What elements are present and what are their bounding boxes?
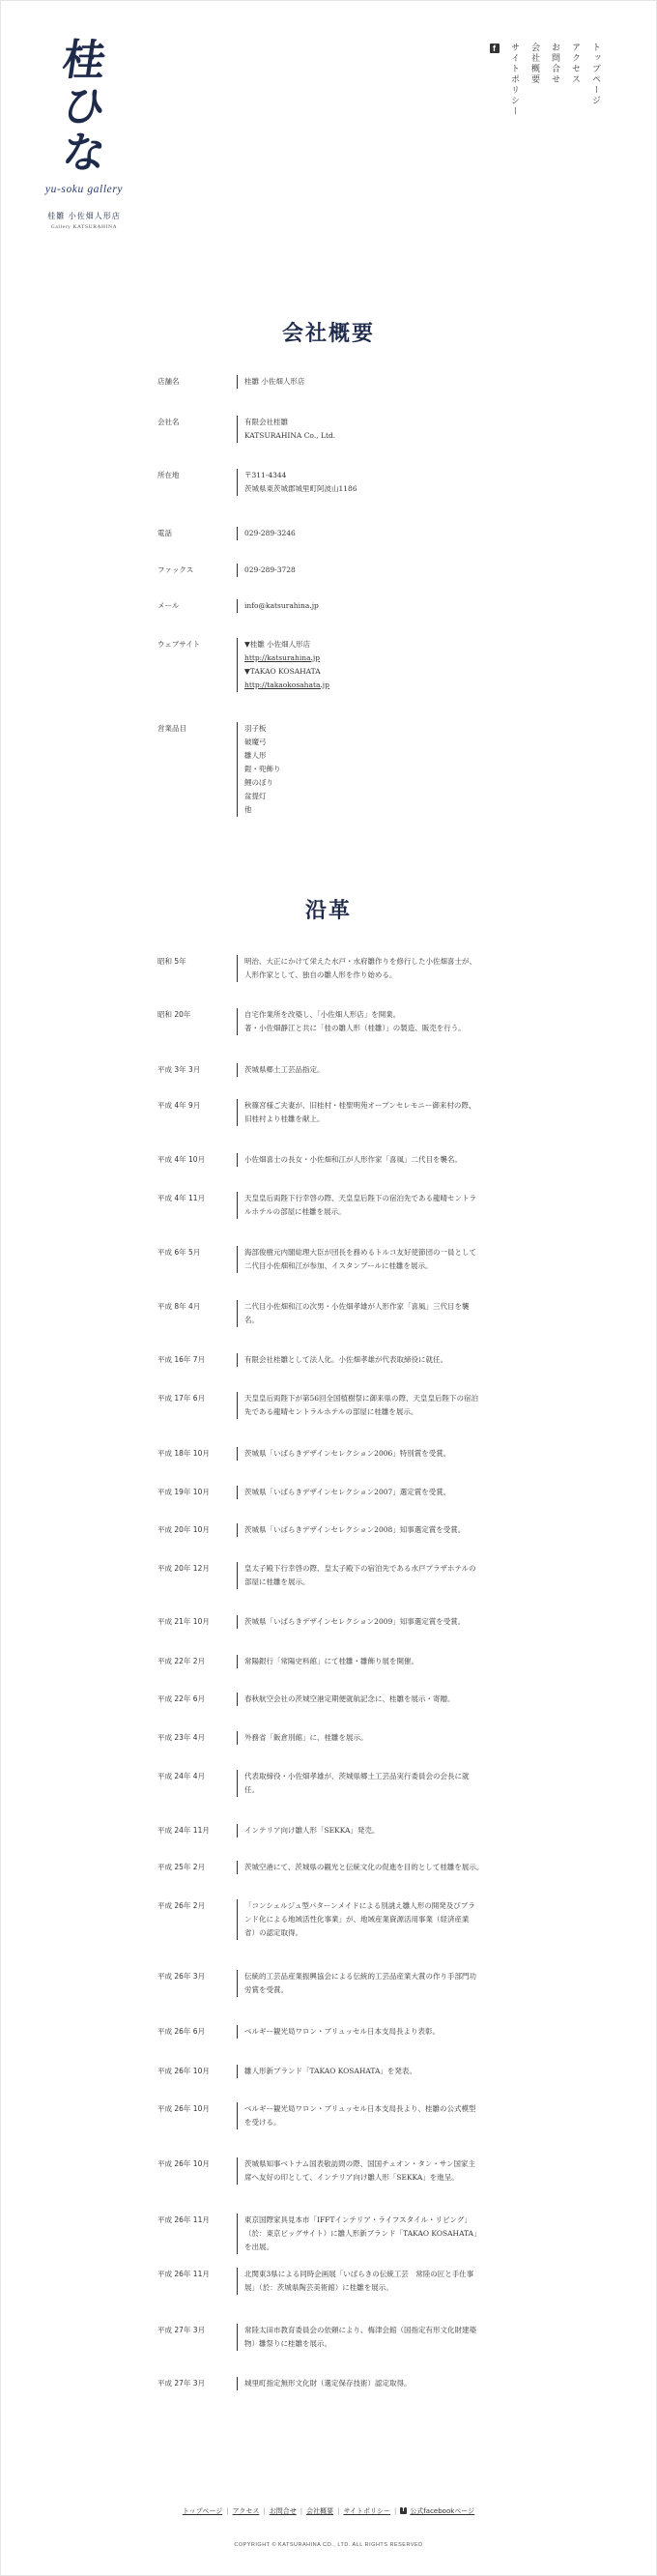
row-value-line: 自宅作業所を改築し、「小佐畑人形店」を開業。 [244,1010,401,1019]
brand-logo[interactable] [31,36,137,232]
row-label: 平成 26年 6月 [157,2027,206,2036]
table-row [157,1562,505,1589]
logo-calligraphy [31,36,137,178]
row-value-line: 東京国際家具見本市「IFFTインテリア・ライフスタイル・リビング」 [244,2215,471,2224]
row-value [237,2102,505,2129]
table-row [157,2377,505,2390]
row-value [237,1008,505,1035]
row-value-line: 天皇皇后両陛下が第56回全国植樹祭に御来県の際、天皇皇后陛下の宿泊 [244,1394,479,1403]
row-value-line: 外務省「飯倉別館」に、桂雛を展示。 [244,1733,368,1742]
row-label: 所在地 [157,471,180,479]
row-value-line: ▼TAKAO KOSAHATA [244,667,321,676]
website-link[interactable]: http://takaokosahata.jp [244,680,329,689]
row-value [237,2157,505,2185]
row-value-line: 茨城県「いばらきデザインセレクション2008」知事選定賞を受賞。 [244,1525,466,1534]
table-row [157,1615,505,1629]
row-value-line: 雛人形 [244,751,267,760]
row-label: 平成 16年 7月 [157,1355,206,1364]
logo-shop-name: 桂雛 小佐畑人形店 [47,211,121,220]
row-value-line: 他 [244,805,252,814]
row-label: 平成 22年 6月 [157,1694,206,1703]
row-value-line: 海部俊樹元内閣総理大臣が団長を務めるトルコ友好使節団の一員として [244,1248,476,1257]
row-value [237,1770,505,1797]
row-value [237,1731,505,1745]
table-row [157,469,505,496]
row-label: ウェブサイト [157,640,201,649]
row-label: 平成 23年 4月 [157,1733,206,1742]
table-row [157,2102,505,2129]
row-value [237,638,505,692]
row-value [237,375,505,389]
row-label: 電話 [157,529,172,537]
row-value [237,599,505,613]
row-value [237,1615,505,1629]
row-value-line: 有限会社桂雛として法人化。小佐畑孝雄が代表取締役に就任。 [244,1355,447,1364]
row-value-line: ベルギー観光局ワロン・ブリュッセル日本支局長より表彰。 [244,2027,440,2036]
row-label: 昭和 5年 [157,957,186,966]
row-value [237,1192,505,1219]
row-value-line: 茨城県「いばらきデザインセレクション2009」知事選定賞を受賞。 [244,1617,466,1626]
row-value [237,416,505,443]
row-value-line: 任。 [244,1785,259,1794]
row-value-line: 明治、大正にかけて栄えた水戸・水府雛作りを修行した小佐畑喜士が、 [244,957,476,966]
row-value-line: 鎧・兜飾り [244,765,281,773]
row-value-line: 茨城県「いばらきデザインセレクション2007」選定賞を受賞。 [244,1488,451,1496]
table-row [157,2214,505,2254]
row-value-line: を受ける。 [244,2118,281,2127]
footer-link-facebook[interactable]: 公式facebookページ [410,2507,475,2515]
row-value-line: 労賞を受賞。 [244,1985,288,1994]
nav-contact[interactable]: お問合せ [550,43,559,85]
table-row [157,416,505,443]
row-value [237,2065,505,2078]
table-row [157,1353,505,1367]
footer-separator: | [226,2507,229,2515]
row-value [237,1824,505,1838]
row-value-line: 皇太子殿下行幸啓の際、皇太子殿下の宿泊先である水戸プラザホテルの [244,1564,476,1573]
row-value-line: 著・小佐畑静江と共に「桂の雛人形（桂雛）」の製造、販売を行う。 [244,1024,466,1032]
row-value [237,1899,505,1940]
row-label: 営業品目 [157,724,186,733]
row-value [237,2025,505,2039]
row-label: 平成 8年 4月 [157,1302,201,1311]
row-value-line: 有限会社桂雛 [244,418,288,426]
row-label: 平成 3年 3月 [157,1065,201,1074]
row-label: 平成 4年 11月 [157,1194,206,1202]
table-row [157,1300,505,1327]
row-value-line: 旧桂村より桂雛を献上。 [244,1114,325,1123]
row-value-line: 茨城県東茨城郡城里町阿波山1186 [244,484,357,493]
row-value-line: 二代目小佐畑和江の次男・小佐畑孝雄が人形作家「喜風」三代目を襲 [244,1302,470,1311]
table-row [157,1153,505,1167]
row-value-line: 伝統的工芸品産業振興協会による伝統的工芸品産業大賞の作り手部門功 [244,1972,476,1981]
table-row [157,1824,505,1838]
row-value-line: 茨城空港にて、茨城県の観光と伝統文化の促進を目的として桂雛を展示。 [244,1863,484,1871]
row-label: 平成 26年 2月 [157,1901,206,1910]
row-value-line: 名。 [244,1316,259,1324]
footer-separator: | [393,2507,397,2515]
row-label: 会社名 [157,418,180,426]
row-value [237,1970,505,1997]
row-value [237,469,505,496]
row-label: 平成 26年 10月 [157,2104,210,2113]
table-row [157,955,505,982]
table-row [157,1770,505,1797]
table-row [157,1008,505,1035]
row-value [237,1392,505,1419]
row-value-line: 北関東3県による同時企画展「いばらきの伝統工芸 常陸の匠と手仕事 [244,2270,474,2278]
row-label: 平成 26年 11月 [157,2270,210,2278]
footer-separator: | [300,2507,303,2515]
table-row [157,1063,505,1077]
vertical-nav [490,43,601,117]
row-value [237,2268,505,2295]
row-label: 平成 20年 12月 [157,1564,210,1573]
table-row [157,1523,505,1537]
row-label: メール [157,601,180,610]
row-value-line: 人形作家として、独自の雛人形を作り始める。 [244,970,397,979]
row-label: 平成 26年 3月 [157,1972,206,1981]
facebook-icon[interactable] [490,43,500,53]
nav-top[interactable]: トップページ [590,43,600,106]
table-row [157,1731,505,1745]
row-value-line: 茨城県郷土工芸品指定。 [244,1065,325,1074]
row-value [237,1246,505,1273]
row-label: 平成 6年 5月 [157,1248,201,1257]
row-value-line: 茨城県「いばらきデザインセレクション2006」特別賞を受賞。 [244,1449,451,1458]
row-value [237,1655,505,1668]
row-value-line: 二代目小佐畑和江が参加、イスタンブールに桂雛を展示。 [244,1261,433,1270]
history-title: 沿革 [304,898,352,923]
row-label: 平成 26年 10月 [157,2067,210,2075]
row-value-line: 羽子板 [244,724,267,733]
row-value-line: ベルギー観光局ワロン・ブリュッセル日本支局長より、桂雛の公式模型 [244,2104,476,2113]
row-value [237,527,505,540]
row-value-line: 代表取締役・小佐畑孝雄が、茨城県郷土工芸品実行委員会の会長に就 [244,1772,470,1780]
footer-nav [0,2506,657,2517]
row-label: ファックス [157,565,194,574]
row-label: 平成 20年 10月 [157,1525,210,1534]
row-value-line: ▼桂雛 小佐畑人形店 [244,640,311,649]
table-row [157,375,505,389]
row-value [237,1447,505,1461]
table-row [157,1099,505,1126]
row-value-line: ルホテルの部屋に桂雛を展示。 [244,1207,346,1216]
row-value-line: 春秋航空会社の茨城空港定期便就航記念に、桂雛を展示・寄贈。 [244,1694,455,1703]
row-value [237,1523,505,1537]
row-value [237,1693,505,1706]
table-row [157,1246,505,1273]
row-value [237,1562,505,1589]
row-value [237,1300,505,1327]
row-label: 平成 17年 6月 [157,1394,206,1403]
row-value-line: 常陸太田市教育委員会の依頼により、梅津会館（国指定有形文化財建築 [244,2326,476,2334]
row-value-line: ンド化による地域活性化事業」が、地域産業資源活用事業（経済産業 [244,1915,470,1924]
row-value-line: 桂雛 小佐畑人形店 [244,377,305,386]
logo-roman-text: yu-soku gallery [44,184,124,195]
row-value-line: 029-289-3246 [244,529,296,537]
table-row [157,2268,505,2295]
row-value-line: 常陽銀行「常陽史料館」にて桂雛・雛飾り展を開催。 [244,1657,418,1665]
footer-link-contact[interactable]: お問合せ [269,2507,297,2515]
footer-separator: | [263,2507,266,2515]
row-value-line: 物）雛祭りに桂雛を展示。 [244,2339,331,2348]
table-row [157,638,505,692]
row-label: 平成 4年 9月 [157,1101,201,1110]
table-row [157,1655,505,1668]
nav-access[interactable]: アクセス [570,43,580,85]
row-value [237,1861,505,1874]
company-title: 会社概要 [281,321,375,346]
row-value-line: 029-289-3728 [244,565,296,574]
row-label: 平成 18年 10月 [157,1449,210,1458]
logo-glyph: 桂 [59,36,109,85]
row-value-line: インテリア向け雛人形「SEKKA」発売。 [244,1826,380,1835]
row-label: 平成 21年 10月 [157,1617,210,1626]
row-value [237,1153,505,1167]
row-value-line: 雛人形新ブランド「TAKAO KOSAHATA」を発表。 [244,2067,416,2075]
row-value [237,2324,505,2351]
row-label: 平成 19年 10月 [157,1488,210,1496]
row-label: 平成 27年 3月 [157,2379,206,2388]
row-label: 平成 24年 4月 [157,1772,206,1780]
table-row [157,1392,505,1419]
row-value [237,2214,505,2254]
row-value-line: 先である龍晴セントラルホテルの部屋に桂雛を展示。 [244,1407,418,1416]
footer-link-access[interactable]: アクセス [232,2507,260,2515]
row-value-line: （於：東京ビッグサイト）に雛人形新ブランド「TAKAO KOSAHATA」 [244,2229,481,2238]
row-value-line: 「コンシェルジュ型パターンメイドによる別誂え雛人形の開発及びブラ [244,1901,475,1910]
logo-gallery-name: Gallery KATSURAHINA [50,224,118,231]
row-value-line: 城里町指定無形文化財（選定保存技術）認定取得。 [244,2379,412,2388]
table-row [157,2065,505,2078]
nav-company[interactable]: 会社概要 [529,43,539,85]
footer-separator: | [337,2507,340,2515]
facebook-icon[interactable] [400,2507,407,2514]
row-value-line: 部屋に桂雛を展示。 [244,1577,310,1586]
row-label: 平成 26年 11月 [157,2215,210,2224]
row-value [237,1099,505,1126]
row-value-line: 天皇皇后両陛下行幸啓の際、天皇皇后陛下の宿泊先である龍晴セントラ [244,1194,476,1202]
row-value [237,1486,505,1499]
row-value-line: 席へ友好の印として、インテリア向け雛人形「SEKKA」を進呈。 [244,2173,459,2182]
row-label: 店舗名 [157,377,180,386]
row-value-line: 展」（於：茨城県陶芸美術館）に桂雛を展示。 [244,2283,393,2292]
row-label: 昭和 20年 [157,1010,191,1019]
row-label: 平成 27年 3月 [157,2326,206,2334]
table-row [157,599,505,613]
row-value [237,2377,505,2390]
row-value-line: 〒311-4344 [244,471,287,479]
table-row [157,2157,505,2185]
table-row [157,564,505,577]
row-value-line: 盆提灯 [244,792,267,800]
row-value [237,1063,505,1077]
table-row [157,1970,505,1997]
table-row [157,722,505,817]
footer-link-company[interactable]: 会社概要 [306,2507,334,2515]
row-value-line: KATSURAHINA Co., Ltd. [244,431,336,440]
logo-glyph: ひ [59,82,109,131]
table-row [157,1899,505,1940]
row-label: 平成 26年 10月 [157,2159,210,2168]
row-value [237,955,505,982]
row-value [237,564,505,577]
row-value-line: を出展。 [244,2243,273,2251]
row-value-line: 秋篠宮様ご夫妻が、旧桂村・桂聖明苑オープンセレモニー御来村の際、 [244,1101,476,1110]
copyright: COPYRIGHT © KATSURAHINA CO., LTD. ALL RIGHTS RESERVED [234,2542,423,2548]
row-value-line: 鯉のぼり [244,778,273,787]
row-value-line: 茨城県知事ベトナム国表敬訪問の際、国国チュオン・タン・サン国家主 [244,2159,476,2168]
table-row [157,527,505,540]
table-row [157,1447,505,1461]
footer-link-site-policy[interactable]: サイトポリシー [343,2507,390,2515]
row-label: 平成 24年 11月 [157,1826,210,1835]
row-label: 平成 22年 2月 [157,1657,206,1665]
row-value-line: 小佐畑喜士の長女・小佐畑和江が人形作家「喜風」二代目を襲名。 [244,1155,462,1164]
row-value-line: info@katsurahina.jp [244,601,319,610]
table-row [157,1192,505,1219]
table-row [157,2025,505,2039]
table-row [157,2324,505,2351]
row-value-line: 破魔弓 [244,738,267,746]
logo-glyph: な [59,129,109,178]
row-value-line: 省）の認定取得。 [244,1928,302,1937]
nav-site-policy[interactable]: サイトポリシー [509,43,519,117]
footer-link-top[interactable]: トップページ [182,2507,223,2515]
row-value [237,722,505,817]
row-value [237,1353,505,1367]
table-row [157,1486,505,1499]
website-link[interactable]: http://katsurahina.jp [244,653,321,662]
row-label: 平成 4年 10月 [157,1155,206,1164]
table-row [157,1693,505,1706]
table-row [157,1861,505,1874]
row-label: 平成 25年 2月 [157,1863,206,1871]
